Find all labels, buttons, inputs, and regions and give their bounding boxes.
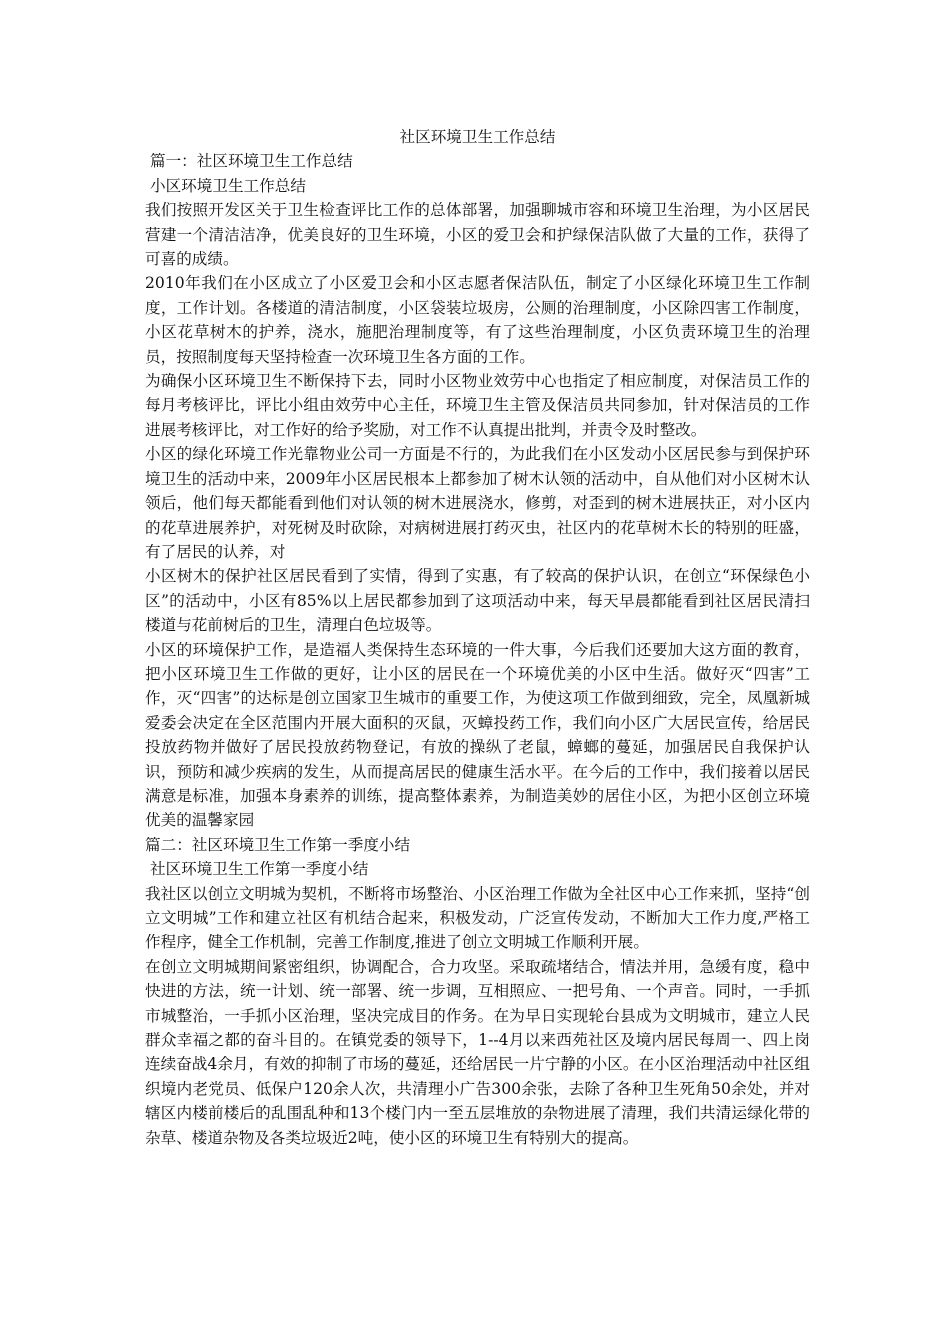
section-heading-1: 篇一：社区环境卫生工作总结 (145, 152, 353, 171)
document-page (145, 125, 810, 1150)
section-subheading-1: 小区环境卫生工作总结 (145, 176, 306, 195)
paragraph: 我社区以创立文明城为契机，不断将市场整治、小区治理工作做为全社区中心工作来抓，坚持“创立文明城”工作和建立社区有机结合起来，积极发动，广泛宣传发动，不断加大工作力度,严格工作程序，健全工作机制，完善工作制度,推进了创立文明城工作顺利开展。 (145, 884, 810, 952)
paragraph: 为确保小区环境卫生不断保持下去，同时小区物业效劳中心也指定了相应制度，对保洁员工作的每月考核评比，评比小组由效劳中心主任，环境卫生主管及保洁员共同参加，针对保洁员的工作进展考核评比，对工作好的给予奖励，对工作不认真提出批判，并责令及时整改。 (145, 372, 810, 439)
paragraph: 小区树木的保护社区居民看到了实情，得到了实惠，有了较高的保护认识，在创立“环保绿色小区”的活动中，小区有85%以上居民都参加到了这项活动中来，每天早晨都能看到社区居民清扫楼道与花前树后的卫生，清理白色垃圾等。 (145, 567, 810, 635)
paragraph: 小区的环境保护工作，是造福人类保持生态环境的一件大事，今后我们还要加大这方面的教育，把小区环境卫生工作做的更好，让小区的居民在一个环境优美的小区中生活。做好灭“四害”工作，灭“四害”的达标是创立国家卫生城市的重要工作，为使这项工作做到细致，完全，凤凰新城爱委会决定在全区范围内开展大面积的灭鼠，灭蟑投药工作，我们向小区广大居民宣传，给居民投放药物并做好了居民投放药物登记，有放的操纵了老鼠，蟑螂的蔓延，加强居民自我保护认识，预防和减少疾病的发生，从而提高居民的健康生活水平。在今后的工作中，我们接着以居民满意是标准，加强本身素养的训练，提高整体素养，为制造美妙的居住小区，为把小区创立环境优美的温馨家园 (145, 640, 810, 830)
paragraph: 在创立文明城期间紧密组织，协调配合，合力攻坚。采取疏堵结合，情法并用，急缓有度，稳中快进的方法，统一计划、统一部署、统一步调，互相照应、一把号角、一个声音。同时，一手抓市城整治，一手抓小区治理，坚决完成目的作务。在为早日实现轮台县成为文明城市，建立人民群众幸福之都的奋斗目的。在镇党委的领导下，1--4月以来西苑社区及境内居民每周一、四上岗连续奋战4余月，有效的抑制了市场的蔓延，还给居民一片宁静的小区。在小区治理活动中社区组织境内老党员、低保户120余人次，共清理小广告300余张，去除了各种卫生死角50余处，并对辖区内楼前楼后的乱围乱种和13个楼门内一至五层堆放的杂物进展了清理，我们共清运绿化带的杂草、楼道杂物及各类垃圾近2吨，使小区的环境卫生有特别大的提高。 (145, 957, 810, 1147)
paragraph: 我们按照开发区关于卫生检查评比工作的总体部署，加强聊城市容和环境卫生治理，为小区居民营建一个清洁洁净，优美良好的卫生环境，小区的爱卫会和护绿保洁队做了大量的工作，获得了可喜的成绩。 (145, 201, 810, 269)
paragraph: 小区的绿化环境工作光靠物业公司一方面是不行的，为此我们在小区发动小区居民参与到保护环境卫生的活动中来，2009年小区居民根本上都参加了树木认领的活动中，自从他们对小区树木认领后，他们每天都能看到他们对认领的树木进展浇水，修剪，对歪到的树木进展扶正，对小区内的花草进展养护，对死树及时砍除，对病树进展打药灭虫，社区内的花草树木长的特别的旺盛，有了居民的认养，对 (145, 445, 810, 561)
document-title: 社区环境卫生工作总结 (399, 128, 556, 146)
section-subheading-2: 社区环境卫生工作第一季度小结 (145, 860, 369, 879)
section-heading-2: 篇二：社区环境卫生工作第一季度小结 (145, 835, 411, 854)
paragraph: 2010年我们在小区成立了小区爱卫会和小区志愿者保洁队伍，制定了小区绿化环境卫生工作制度，工作计划。各楼道的清洁制度，小区袋装垃圾房，公厕的治理制度，小区除四害工作制度，小区花草树木的护养，浇水，施肥治理制度等，有了这些治理制度，小区负责环境卫生的治理员，按照制度每天坚持检查一次环境卫生各方面的工作。 (145, 274, 810, 366)
